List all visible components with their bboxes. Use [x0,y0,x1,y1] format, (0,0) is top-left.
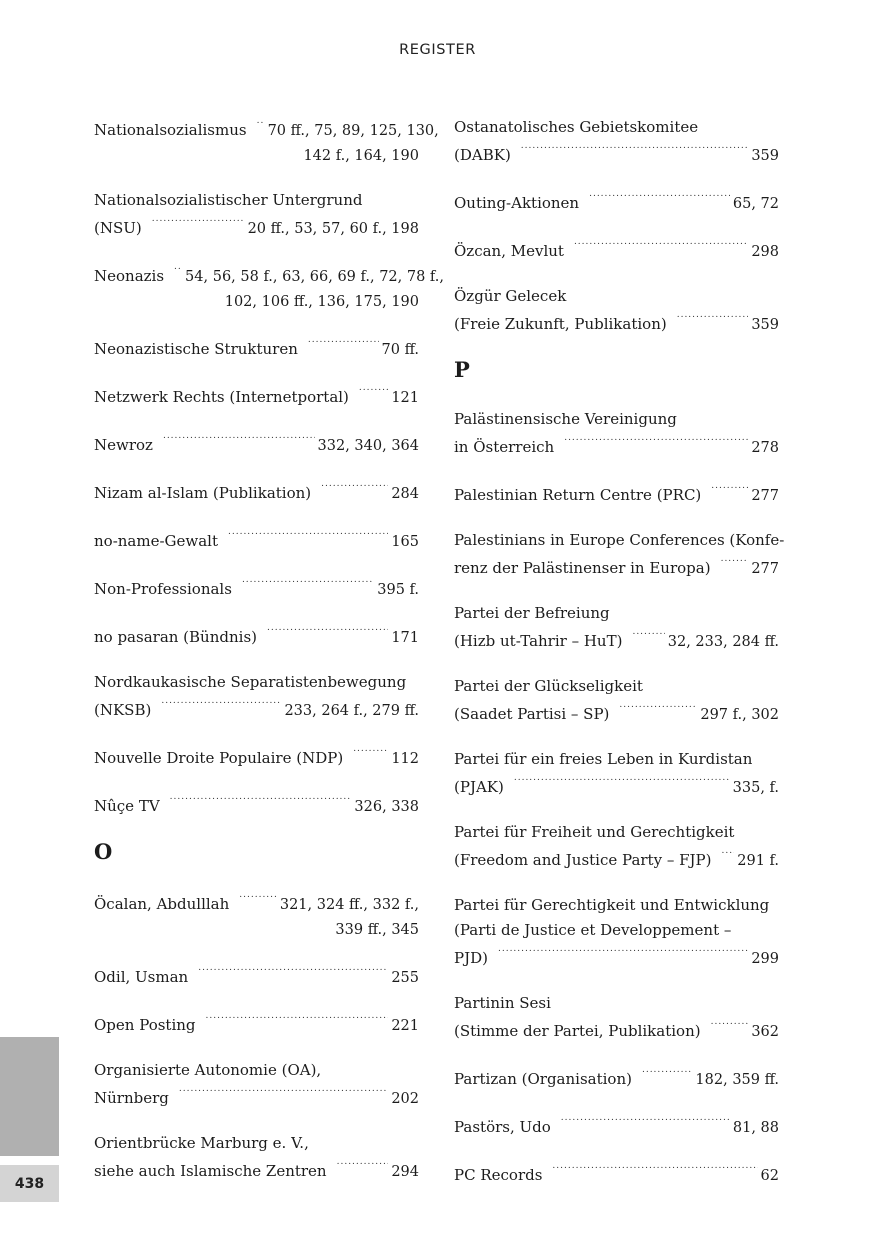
section-heading-p: P [454,357,470,382]
entry-pages: 277 [751,488,779,504]
entry-pages: 32, 233, 284 ff. [667,634,779,650]
leader-dots [239,889,277,909]
entry-term: Neonazistische Strukturen [94,340,298,358]
entry-term: Partizan (Organisation) [454,1070,632,1088]
index-entry [94,670,419,724]
leader-dots [561,1112,730,1132]
leader-dots [152,213,245,233]
entry-pages: 294 [391,1164,419,1180]
leader-dots [552,1160,757,1180]
entry-line [94,889,419,918]
index-entry [454,601,779,655]
entry-pages: 54, 56, 58 f., 63, 66, 69 f., 72, 78 f., [185,269,444,285]
index-entry [454,407,779,461]
leader-dots [564,432,748,452]
index-entry [94,115,439,169]
entry-term: (Saadet Partisi – SP) [454,705,610,723]
index-entry [94,574,419,603]
entry-term: (Freedom and Justice Party – FJP) [454,851,712,869]
entry-term-line: Organisierte Autonomie (OA), [94,1061,322,1079]
entry-pages: 182, 359 ff. [695,1072,779,1088]
entry-pages: 299 [751,951,779,967]
entry-term: no-name-Gewalt [94,532,218,550]
leader-dots [677,309,749,329]
leader-dots [308,334,379,354]
leader-dots [574,236,748,256]
entry-line [454,772,779,801]
entry-term: Nouvelle Droite Populaire (NDP) [94,749,344,767]
index-entry [94,188,419,242]
thumb-index-tab [0,1037,59,1156]
entry-term: PJD) [454,949,488,967]
entry-pages: 395 f. [377,582,419,598]
entry-term: Non-Professionals [94,580,232,598]
entry-line [94,430,419,459]
leader-dots [521,140,749,160]
entry-term-line: Ostanatolisches Gebietskomitee [454,118,699,136]
entry-term: (DABK) [454,146,511,164]
entry-pages: 291 f. [737,853,779,869]
entry-line [94,622,419,651]
index-entry [94,743,419,772]
index-entry [454,528,785,582]
entry-line [94,743,419,772]
entry-term: (NKSB) [94,701,152,719]
entry-term-line: Partei der Befreiung [454,604,610,622]
index-column-left [94,115,444,1204]
entry-line [454,1064,779,1093]
entry-line [454,480,779,509]
entry-line [94,695,419,724]
entry-term: Newroz [94,436,153,454]
leader-dots [242,574,374,594]
entry-pages: 202 [391,1091,419,1107]
entry-line [94,261,444,290]
entry-pages: 62 [760,1168,779,1184]
entry-pages: 297 f., 302 [700,707,779,723]
entry-pages: 81, 88 [732,1120,779,1136]
entry-line [94,574,419,603]
index-entry [454,820,779,874]
leader-dots [170,791,352,811]
entry-term: Nürnberg [94,1089,169,1107]
leader-dots [163,430,315,450]
index-entry [454,1160,779,1189]
entry-pages-continued: 142 f., 164, 190 [303,148,419,164]
entry-term: (Freie Zukunft, Publikation) [454,315,667,333]
entry-pages: 221 [391,1018,419,1034]
entry-term: Öcalan, Abdulllah [94,895,230,913]
index-entry [454,674,779,728]
index-entry [94,1131,419,1185]
index-entry [454,1064,779,1093]
entry-line [454,188,779,217]
entry-line [454,309,779,338]
entry-term: (Hizb ut-Tahrir – HuT) [454,632,623,650]
entry-term-line: Nordkaukasische Separatistenbewegung [94,673,407,691]
entry-pages: 278 [751,440,779,456]
entry-pages: 332, 340, 364 [317,438,419,454]
leader-dots [198,962,388,982]
index-entry [94,526,419,555]
index-entry [94,962,419,991]
entry-term: Nizam al-Islam (Publikation) [94,484,312,502]
leader-dots [321,478,388,498]
leader-dots [353,743,388,763]
entry-line [454,1016,779,1045]
leader-dots [711,480,748,500]
entry-term: (Stimme der Partei, Publikation) [454,1022,701,1040]
index-entry [94,334,419,363]
entry-line [94,791,419,820]
leader-dots [267,622,388,642]
index-entry [454,115,779,169]
entry-line [94,334,419,363]
leader-dots [642,1064,692,1084]
entry-term: (PJAK) [454,778,504,796]
entry-line [94,213,419,242]
leader-dots [498,943,748,963]
entry-term: renz der Palästinenser in Europa) [454,559,711,577]
leader-dots [721,553,749,573]
leader-dots [632,626,664,646]
entry-line [454,943,779,972]
running-head: REGISTER [399,42,476,58]
index-entry [94,261,444,315]
entry-term: Outing-Aktionen [454,194,580,212]
entry-pages: 20 ff., 53, 57, 60 f., 198 [247,221,419,237]
entry-term: Odil, Usman [94,968,189,986]
leader-dots [337,1156,389,1176]
entry-line [454,699,779,728]
entry-line [94,1010,419,1039]
leader-dots [206,1010,389,1030]
entry-pages: 165 [391,534,419,550]
index-entry [94,430,419,459]
entry-term: Nûçe TV [94,797,160,815]
entry-pages-continued: 339 ff., 345 [335,922,419,938]
entry-pages: 233, 264 f., 279 ff. [284,703,419,719]
entry-pages: 277 [751,561,779,577]
entry-line [94,526,419,555]
entry-term-line: Partinin Sesi [454,994,551,1012]
entry-term-line: Palestinians in Europe Conferences (Konfe- [454,531,785,549]
entry-term: Neonazis [94,267,165,285]
leader-dots [228,526,388,546]
entry-pages-continued: 102, 106 ff., 136, 175, 190 [224,294,419,310]
leader-dots [514,772,730,792]
entry-term-line: Partei für ein freies Leben in Kurdistan [454,750,753,768]
leader-dots [619,699,697,719]
index-entry [94,791,419,820]
entry-pages: 65, 72 [732,196,779,212]
index-entry [454,188,779,217]
entry-term: Özcan, Mevlut [454,242,564,260]
entry-pages: 362 [751,1024,779,1040]
entry-pages: 359 [751,148,779,164]
entry-term: (NSU) [94,219,142,237]
leader-dots [174,261,182,281]
entry-line [94,115,439,144]
entry-pages: 121 [391,390,419,406]
entry-line [94,478,419,507]
entry-line [454,432,779,461]
entry-line [454,140,779,169]
leader-dots [179,1083,388,1103]
entry-term-line: Partei der Glückseligkeit [454,677,643,695]
entry-term-line: Orientbrücke Marburg e. V., [94,1134,309,1152]
entry-term-line: Nationalsozialistischer Untergrund [94,191,363,209]
entry-pages: 171 [391,630,419,646]
entry-term-line: Partei für Freiheit und Gerechtigkeit [454,823,735,841]
index-entry [94,382,419,411]
page-number: 438 [0,1165,59,1202]
entry-line [94,382,419,411]
entry-pages: 298 [751,244,779,260]
entry-pages: 359 [751,317,779,333]
index-entry [94,1010,419,1039]
entry-term: no pasaran (Bündnis) [94,628,257,646]
section-heading-o: O [94,839,113,864]
entry-term: Open Posting [94,1016,196,1034]
entry-pages: 284 [391,486,419,502]
entry-line [454,1160,779,1189]
entry-term-line: (Parti de Justice et Developpement – [454,921,732,939]
entry-line [94,1156,419,1185]
leader-dots [257,115,265,135]
index-entry [94,1058,419,1112]
index-entry [454,747,779,801]
entry-line [454,845,779,874]
entry-pages: 321, 324 ff., 332 f., [279,897,419,913]
entry-term: PC Records [454,1166,543,1184]
index-entry [454,480,779,509]
leader-dots [359,382,388,402]
entry-line [454,553,779,582]
entry-line [454,626,779,655]
index-entry [454,893,779,972]
index-entry [454,1112,779,1141]
entry-term-line: Partei für Gerechtigkeit und Entwicklung [454,896,770,914]
entry-line [94,1083,419,1112]
leader-dots [161,695,281,715]
entry-pages: 112 [391,751,419,767]
entry-pages: 70 ff. [381,342,419,358]
entry-line [454,236,779,265]
leader-dots [721,845,734,865]
entry-line [454,1112,779,1141]
index-entry [94,889,419,943]
leader-dots [711,1016,749,1036]
index-column-right [454,115,785,1208]
leader-dots [589,188,730,208]
entry-term: Nationalsozialismus [94,121,247,139]
entry-term-line: Özgür Gelecek [454,287,567,305]
index-entry [454,284,779,338]
entry-pages: 70 ff., 75, 89, 125, 130, [267,123,439,139]
entry-pages: 255 [391,970,419,986]
entry-pages: 326, 338 [354,799,419,815]
entry-term: in Österreich [454,438,555,456]
entry-term-line: Palästinensische Vereinigung [454,410,677,428]
entry-term: siehe auch Islamische Zentren [94,1162,327,1180]
entry-line [94,962,419,991]
index-entry [454,991,779,1045]
entry-term: Netzwerk Rechts (Internetportal) [94,388,349,406]
index-entry [454,236,779,265]
index-entry [94,478,419,507]
entry-term: Palestinian Return Centre (PRC) [454,486,702,504]
entry-pages: 335, f. [732,780,779,796]
index-entry [94,622,419,651]
entry-term: Pastörs, Udo [454,1118,551,1136]
